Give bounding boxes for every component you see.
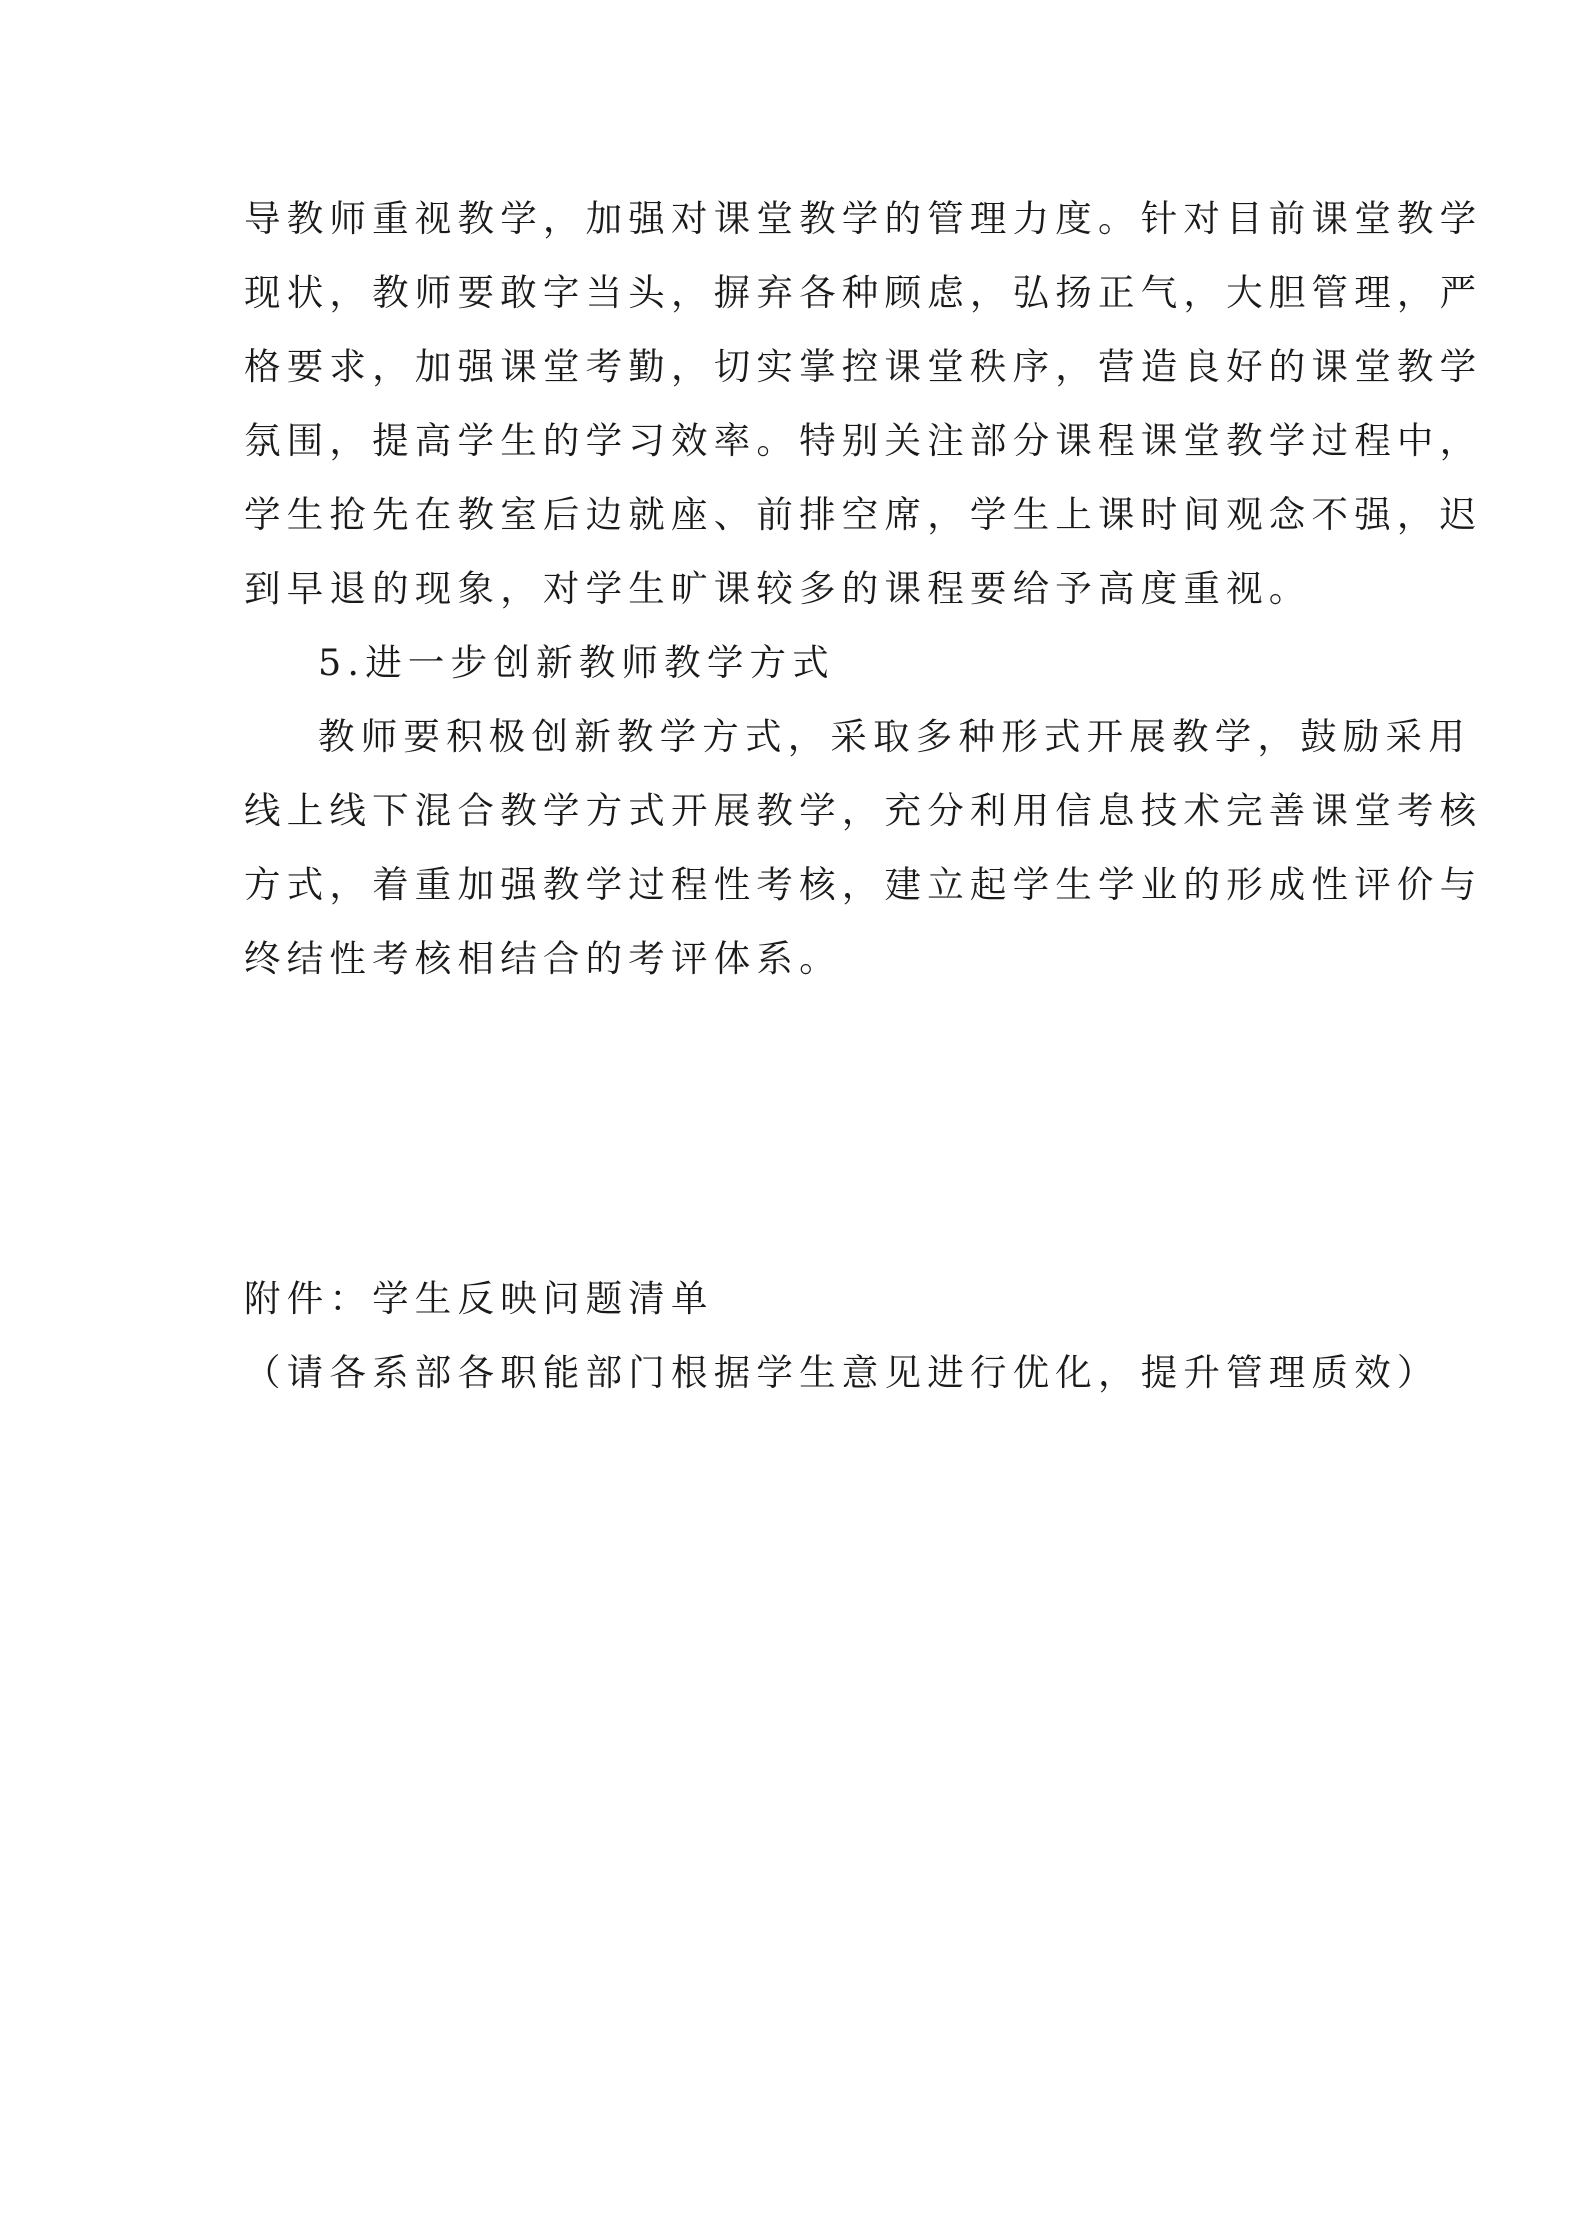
attachment-section	[244, 1262, 1440, 1410]
section-5-line-2: 线上线下混合教学方式开展教学，充分利用信息技术完善课堂考核	[244, 789, 1483, 832]
paragraph-line-4: 氛围，提高学生的学习效率。特别关注部分课程课堂教学过程中，	[244, 419, 1483, 462]
section-5-line-3: 方式，着重加强教学过程性考核，建立起学生学业的形成性评价与	[244, 863, 1483, 906]
section-5-line-4: 终结性考核相结合的考评体系。	[244, 937, 842, 980]
paragraph-line-5: 学生抢先在教室后边就座、前排空席，学生上课时间观念不强，迟	[244, 493, 1483, 536]
main-text	[244, 182, 1483, 996]
paragraph-line-3: 格要求，加强课堂考勤，切实掌控课堂秩序，营造良好的课堂教学	[244, 345, 1483, 388]
attachment-note: （请各系部各职能部门根据学生意见进行优化，提升管理质效）	[244, 1351, 1440, 1394]
section-5-heading: 5.进一步创新教师教学方式	[318, 641, 835, 684]
paragraph-line-1: 导教师重视教学，加强对课堂教学的管理力度。针对目前课堂教学	[244, 197, 1483, 240]
section-5-line-1: 教师要积极创新教学方式，采取多种形式开展教学，鼓励采用	[318, 715, 1471, 758]
paragraph-line-2: 现状，教师要敢字当头，摒弃各种顾虑，弘扬正气，大胆管理，严	[244, 271, 1483, 314]
paragraph-line-6: 到早退的现象，对学生旷课较多的课程要给予高度重视。	[244, 567, 1312, 610]
attachment-title: 附件：学生反映问题清单	[244, 1277, 714, 1320]
